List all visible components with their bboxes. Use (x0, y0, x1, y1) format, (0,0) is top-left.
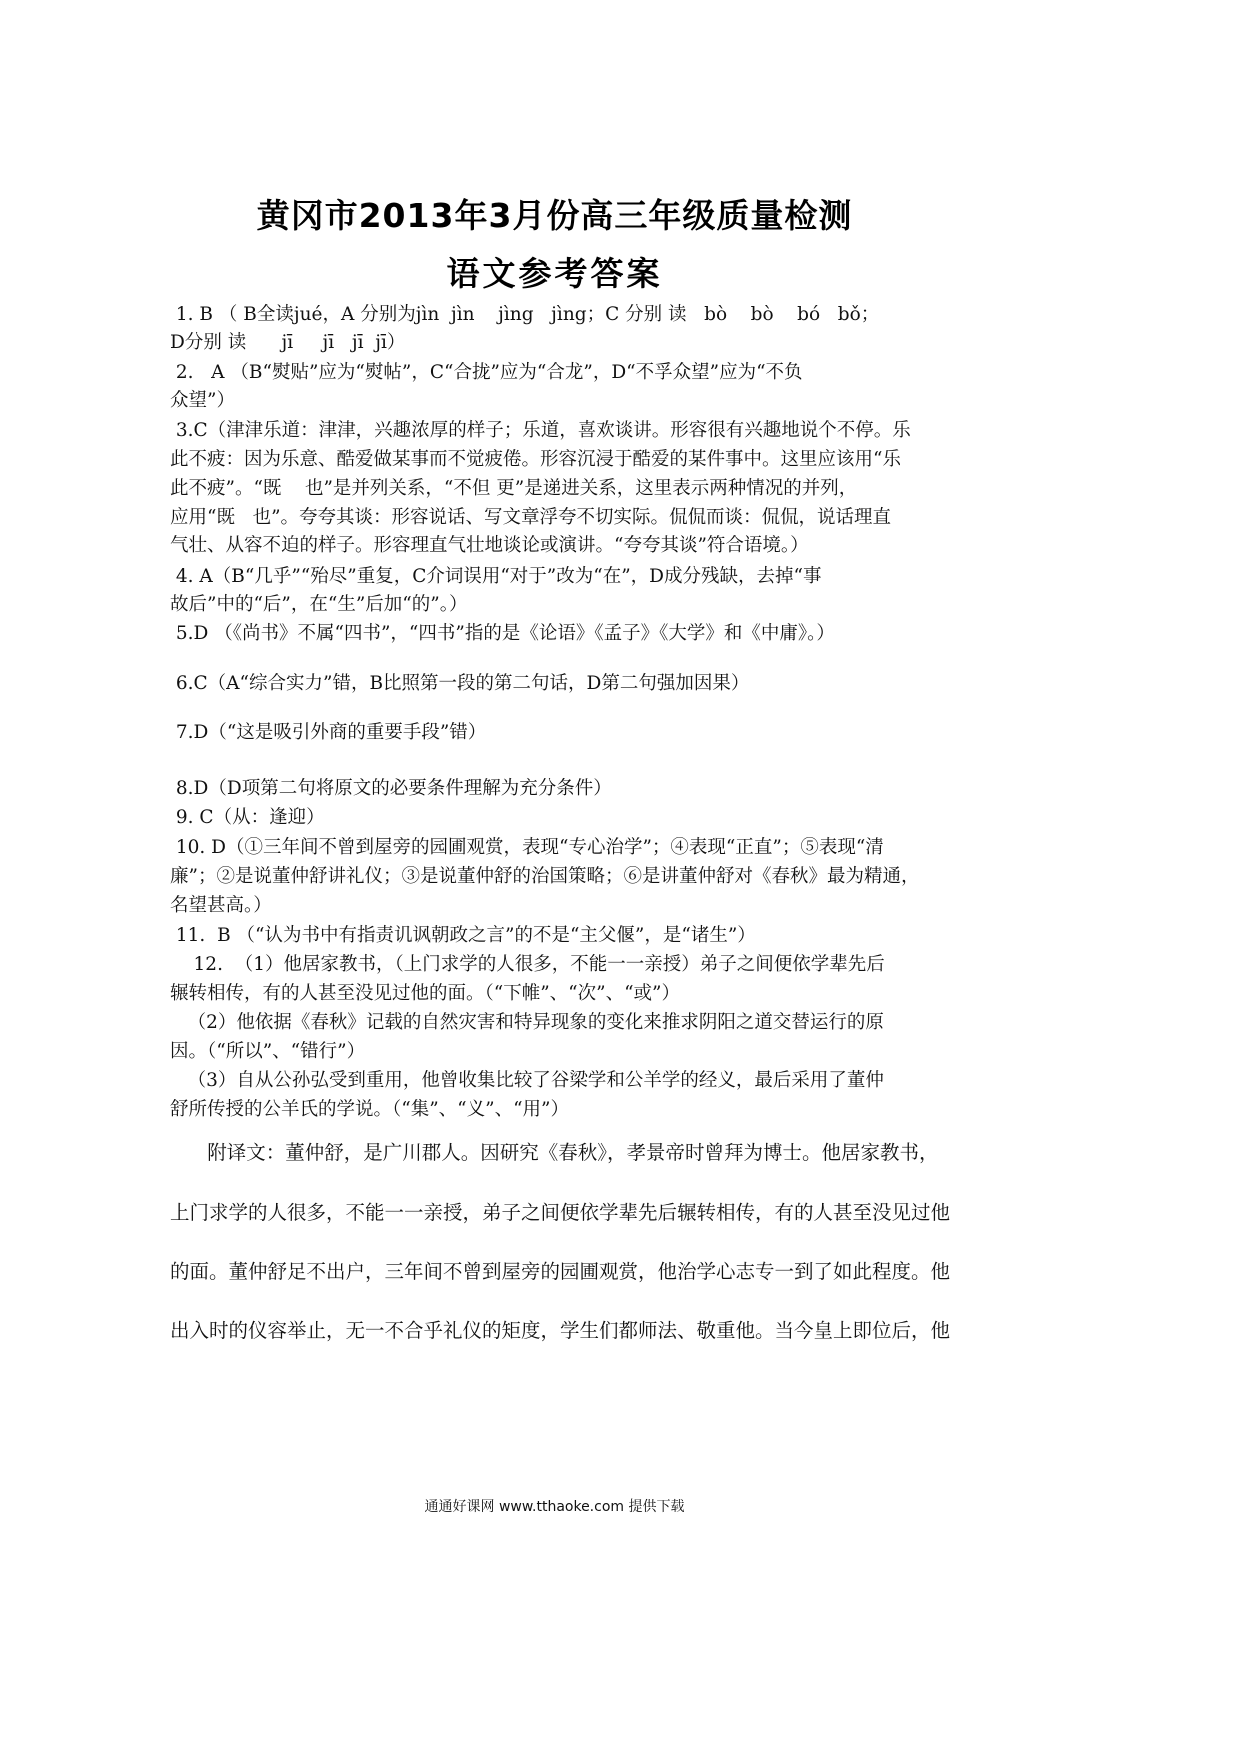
answer-line: 此不疲”。“既 也”是并列关系，“不但 更”是递进关系，这里表示两种情况的并列， (170, 478, 858, 499)
page-title: 黄冈市2013年3月份高三年级质量检测 (256, 196, 853, 235)
translation-line: 上门求学的人很多，不能一一亲授，弟子之间便依学辈先后辗转相传，有的人甚至没见过他 (170, 1201, 951, 1224)
answer-line: 3.C（津津乐道：津津，兴趣浓厚的样子；乐道，喜欢谈讲。形容很有兴趣地说个不停。乐 (170, 420, 911, 441)
answer-line: 11. B （“认为书中有指责讥讽朝政之言”的不是“主父偃”，是“诸生”） (170, 925, 756, 946)
answer-line: 辗转相传，有的人甚至没见过他的面。（“下帷”、“次”、“或”） (170, 983, 680, 1004)
answer-line: 10. D（①三年间不曾到屋旁的园圃观赏，表现“专心治学”；④表现“正直”；⑤表现“清 (170, 837, 884, 858)
answer-line: 12. （1）他居家教书，（上门求学的人很多，不能一一亲授）弟子之间便依学辈先后 (170, 954, 885, 975)
page-subtitle: 语文参考答案 (446, 254, 663, 293)
answer-line: 7.D（“这是吸引外商的重要手段”错） (170, 722, 487, 743)
translation-line: 的面。董仲舒足不出户，三年间不曾到屋旁的园圃观赏，他治学心志专一到了如此程度。他 (170, 1260, 951, 1283)
answer-line: 舒所传授的公羊氏的学说。（“集”、“义”、“用”） (170, 1099, 569, 1120)
answer-line: 2. A （B“熨贴”应为“熨帖”，C“合拢”应为“合龙”，D“不孚众望”应为“不负 (170, 362, 803, 383)
answer-line: 应用“既 也”。夸夸其谈：形容说话、写文章浮夸不切实际。侃侃而谈：侃侃，说话理直 (170, 507, 892, 528)
answer-line: 4. A（B“几乎”“殆尽”重复，C介词误用“对于”改为“在”，D成分残缺，去掉“事 (170, 566, 822, 587)
answer-line: （2）他依据《春秋》记载的自然灾害和特异现象的变化来推求阴阳之道交替运行的原 (170, 1012, 884, 1033)
answer-line: 8.D（D项第二句将原文的必要条件理解为充分条件） (170, 778, 612, 799)
answer-line: 5.D （《尚书》不属“四书”，“四书”指的是《论语》《孟子》《大学》和《中庸》。） (170, 623, 835, 644)
answer-line: （3）自从公孙弘受到重用，他曾收集比较了谷梁学和公羊学的经义，最后采用了董仲 (170, 1070, 884, 1091)
page-footer: 通通好课网 www.tthaoke.com 提供下载 (424, 1499, 685, 1515)
answer-line: 廉”；②是说董仲舒讲礼仪；③是说董仲舒的治国策略；⑥是讲董仲舒对《春秋》最为精通， (170, 866, 920, 887)
translation-line: 附译文：董仲舒，是广川郡人。因研究《春秋》，孝景帝时曾拜为博士。他居家教书， (170, 1141, 939, 1164)
answer-line: 6.C（A“综合实力”错，B比照第一段的第二句话，D第二句强加因果） (170, 673, 750, 694)
answer-line: D分别 读 jī jī jī jī） (170, 332, 406, 353)
answer-line: 故后”中的“后”，在“生”后加“的”。） (170, 594, 468, 615)
answer-line: 因。（“所以”、“错行”） (170, 1041, 366, 1062)
answer-line: 众望”） (170, 390, 235, 411)
answer-line: 气壮、从容不迫的样子。形容理直气壮地谈论或演讲。“夸夸其谈”符合语境。） (170, 535, 809, 556)
answer-line: 1. B （ B全读jué，A 分别为jìn jìn jìng jìng；C 分别 读 bò bò bó bǒ； (170, 304, 880, 325)
translation-line: 出入时的仪容举止，无一不合乎礼仪的矩度，学生们都师法、敬重他。当今皇上即位后，他 (170, 1319, 951, 1342)
answer-line: 此不疲：因为乐意、酷爱做某事而不觉疲倦。形容沉浸于酷爱的某件事中。这里应该用“乐 (170, 449, 901, 470)
answer-line: 名望甚高。） (170, 895, 272, 916)
answer-line: 9. C（从：逢迎） (170, 807, 325, 828)
